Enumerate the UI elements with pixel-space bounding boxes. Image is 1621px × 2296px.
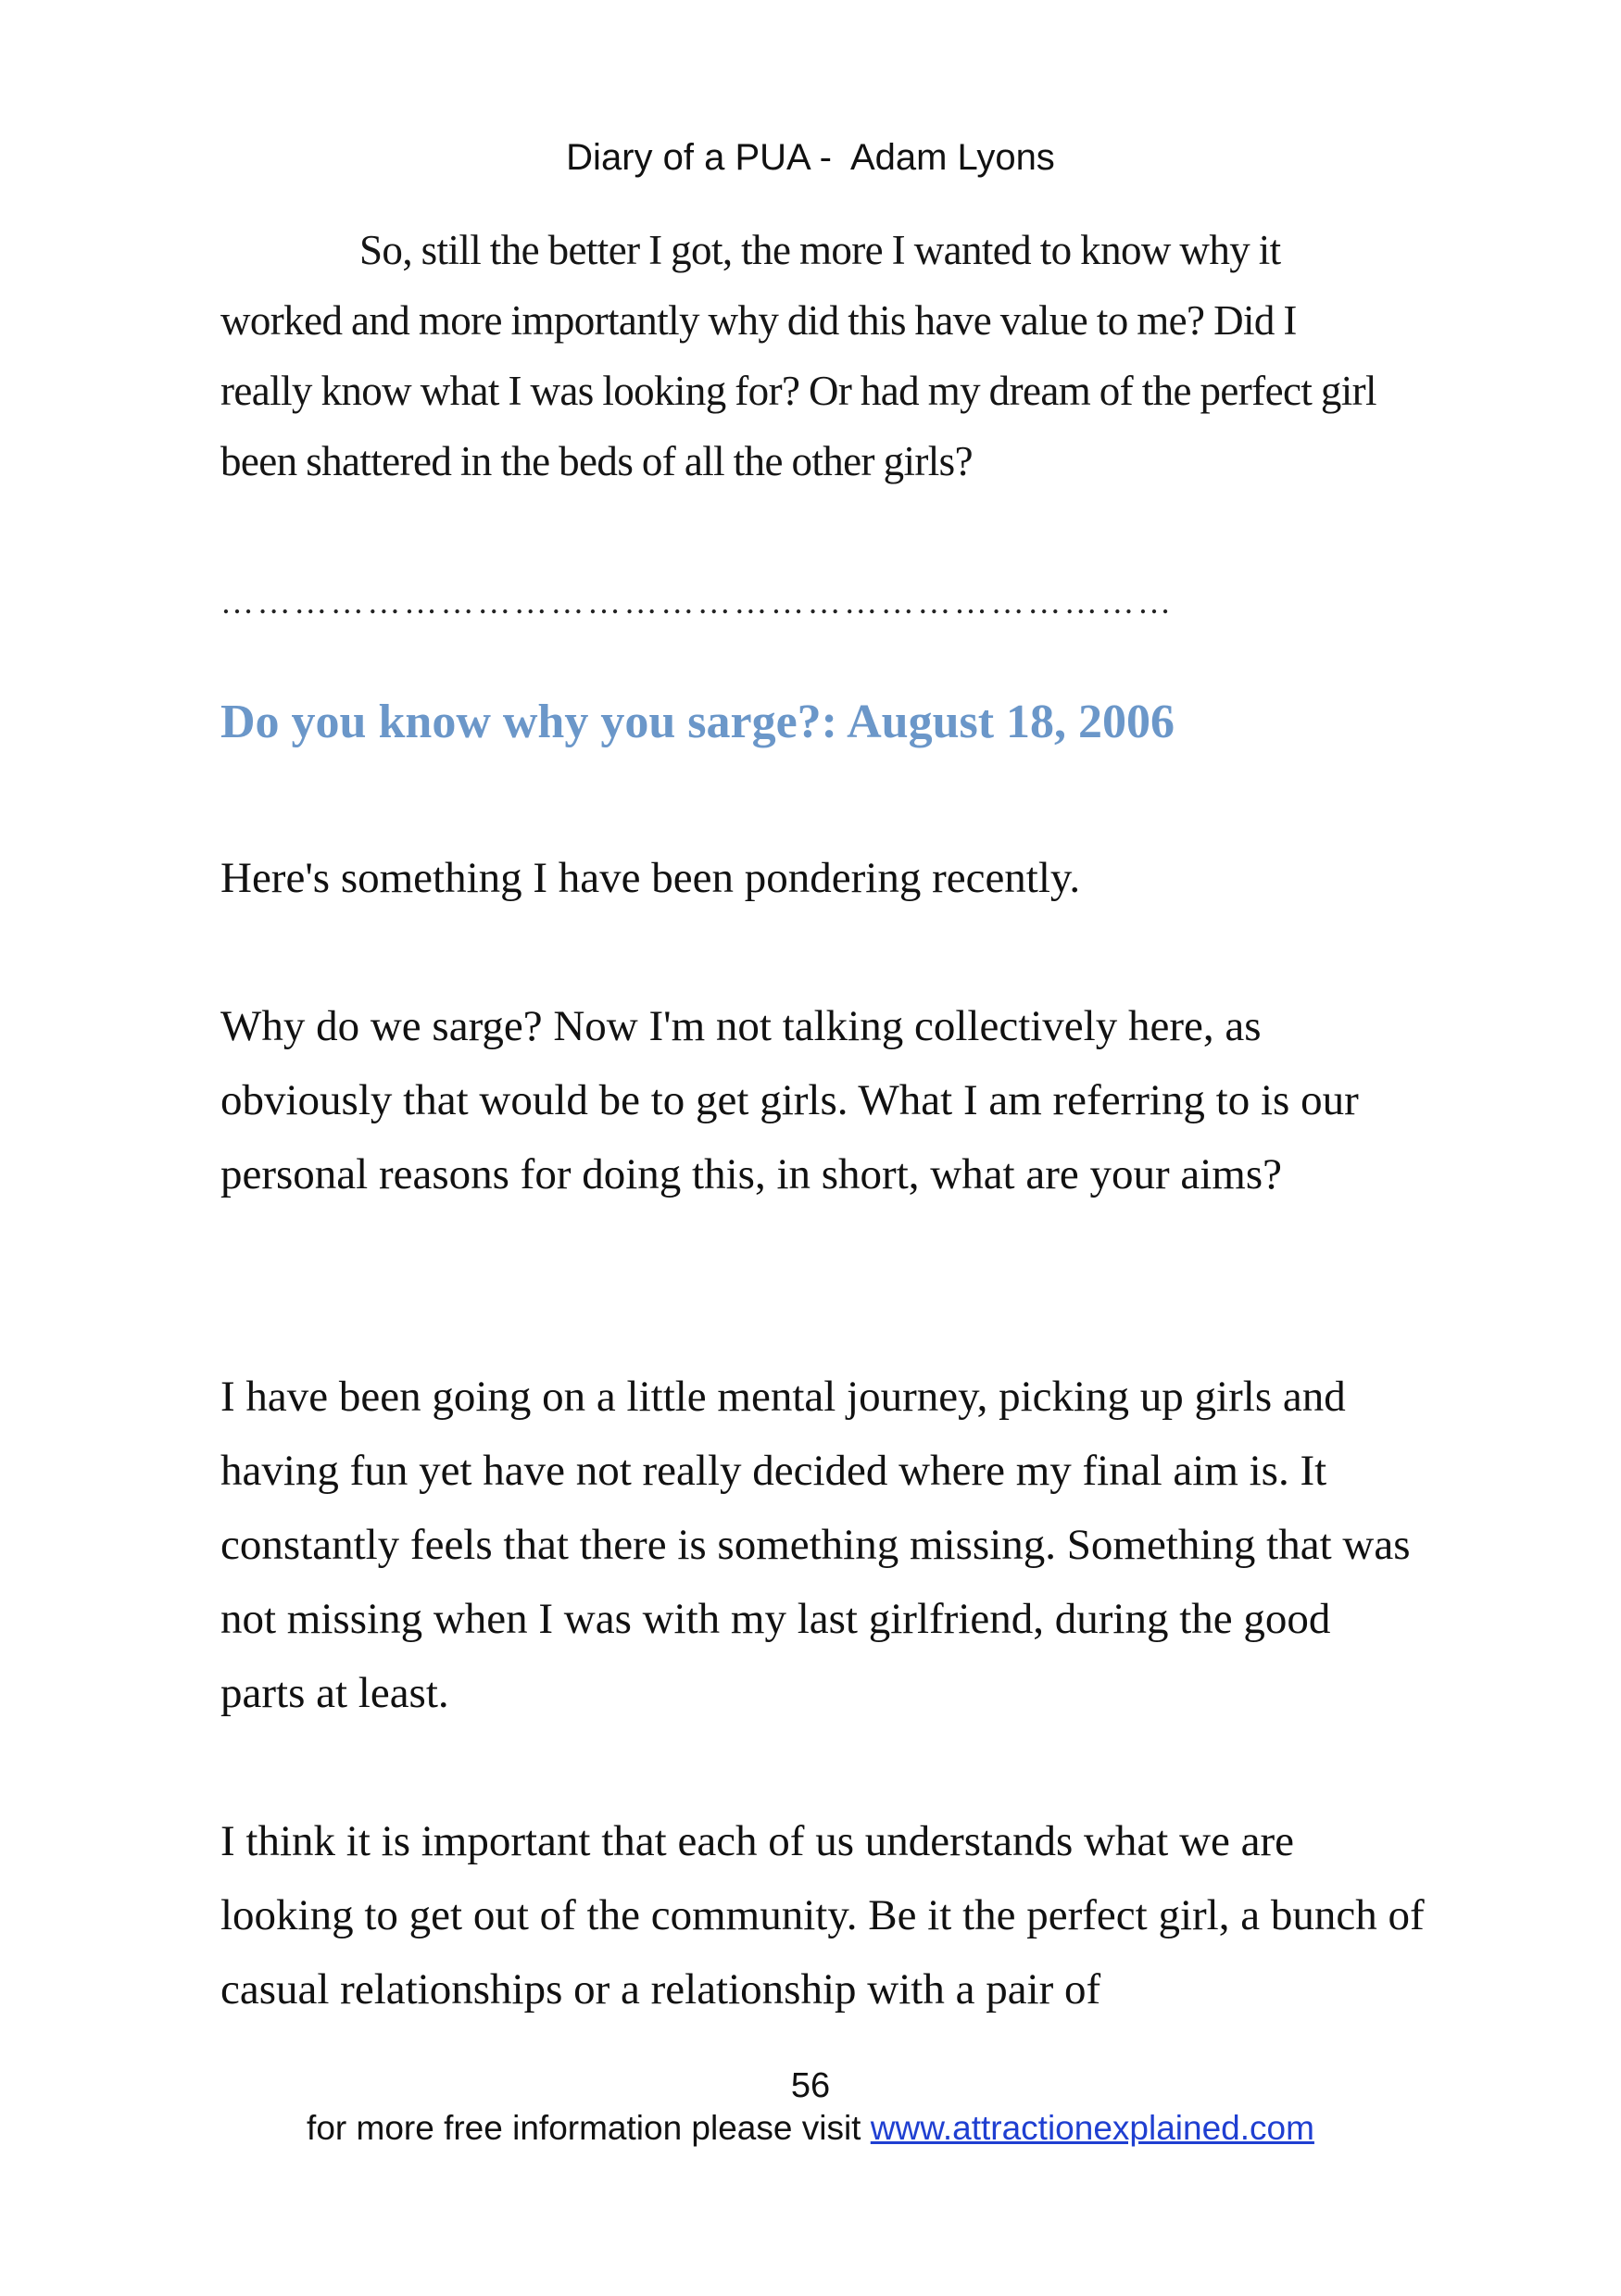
intro-paragraph: So, still the better I got, the more I wanted to know why it worked and more importantly why did this have value to me? Did I really know what I was looking for? Or had my dream of the perfect girl been shattered in the beds of all the other girls? (220, 227, 1376, 484)
page-number: 56 (790, 2066, 831, 2105)
entry-title: Do you know why you sarge?: August 18, 2006 (220, 696, 1175, 748)
body-paragraph: I think it is important that each of us understands what we are looking to get out of the community. Be it the perfect girl, a bunch of casual relationships or a relationship with a pair of (220, 1817, 1425, 2014)
footer-website-link[interactable]: www.attractionexplained.com (870, 2109, 1314, 2147)
body-paragraph: I have been going on a little mental journey, picking up girls and having fun yet have not really decided where my final aim is. It constantly feels that there is something missing. Something that was not missing when I was with my last girlfriend, during the good parts at least. (220, 1373, 1411, 1717)
footer-text: for more free information please visit (307, 2109, 871, 2147)
running-header: Diary of a PUA - Adam Lyons (566, 137, 1055, 178)
footer (0, 2108, 1621, 2149)
body-paragraph: Here's something I have been pondering recently. (220, 854, 1081, 902)
section-separator: …………………………………………………………………… (220, 583, 1175, 621)
body-paragraph: Why do we sarge? Now I'm not talking collectively here, as obviously that would be to get girls. What I am referring to is our personal reasons for doing this, in short, what are your aims? (220, 1002, 1359, 1198)
